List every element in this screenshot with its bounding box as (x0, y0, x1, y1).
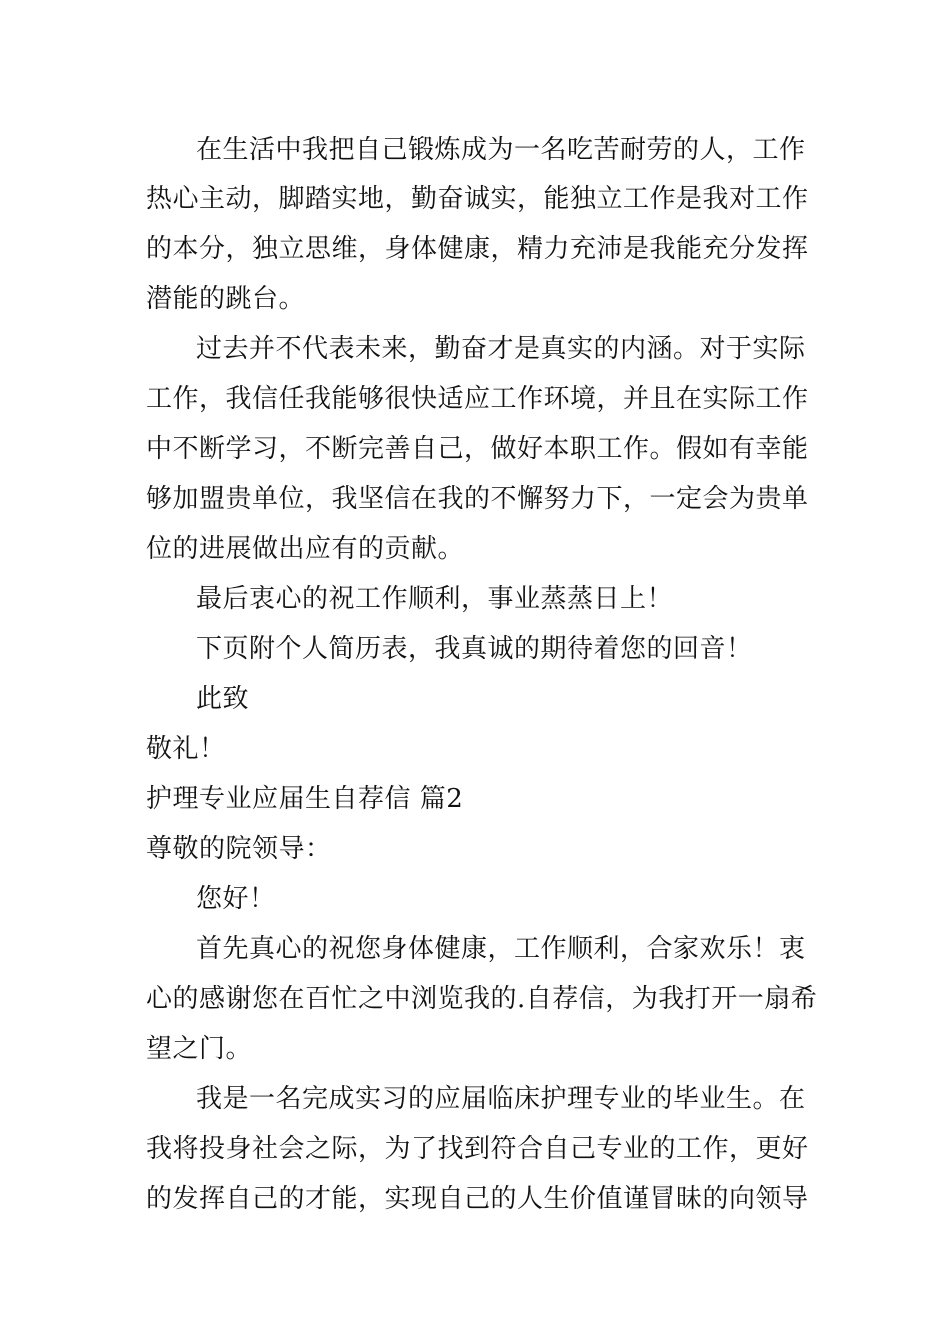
paragraph-2-line-2: 工作，我信任我能够很快适应工作环境，并且在实际工作 (146, 384, 809, 414)
section-title: 护理专业应届生自荐信 篇2 (146, 784, 464, 814)
paragraph-4-line-3: 的发挥自己的才能，实现自己的人生价值谨冒昧的向领导 (146, 1184, 809, 1214)
paragraph-1-line-4: 潜能的跳台。 (146, 284, 306, 314)
closing-wish: 最后衷心的祝工作顺利，事业蒸蒸日上！ (196, 584, 674, 614)
paragraph-3-line-1: 首先真心的祝您身体健康，工作顺利，合家欢乐！衷 (196, 934, 806, 964)
greeting-recipient: 尊敬的院领导： (146, 834, 332, 864)
paragraph-1-line-1: 在生活中我把自己锻炼成为一名吃苦耐劳的人，工作 (196, 135, 806, 165)
greeting-hello: 您好！ (196, 884, 276, 914)
paragraph-2-line-3: 中不断学习，不断完善自己，做好本职工作。假如有幸能 (146, 434, 809, 464)
paragraph-4-line-1: 我是一名完成实习的应届临床护理专业的毕业生。在 (196, 1084, 806, 1114)
paragraph-2-line-4: 够加盟贵单位，我坚信在我的不懈努力下，一定会为贵单 (146, 484, 809, 514)
salutation-jingli: 敬礼！ (146, 734, 226, 764)
paragraph-2-line-1: 过去并不代表未来，勤奋才是真实的内涵。对于实际 (196, 334, 806, 364)
resume-note: 下页附个人简历表，我真诚的期待着您的回音！ (196, 634, 753, 664)
paragraph-1-line-3: 的本分，独立思维，身体健康，精力充沛是我能充分发挥 (146, 234, 809, 264)
salutation-cizhi: 此致 (196, 684, 250, 714)
paragraph-1-line-2: 热心主动，脚踏实地，勤奋诚实，能独立工作是我对工作 (146, 184, 809, 214)
paragraph-2-line-5: 位的进展做出应有的贡献。 (146, 534, 465, 564)
paragraph-4-line-2: 我将投身社会之际，为了找到符合自己专业的工作，更好 (146, 1134, 809, 1164)
paragraph-3-line-2: 心的感谢您在百忙之中浏览我的.自荐信，为我打开一扇希 (146, 984, 818, 1014)
paragraph-3-line-3: 望之门。 (146, 1034, 253, 1064)
